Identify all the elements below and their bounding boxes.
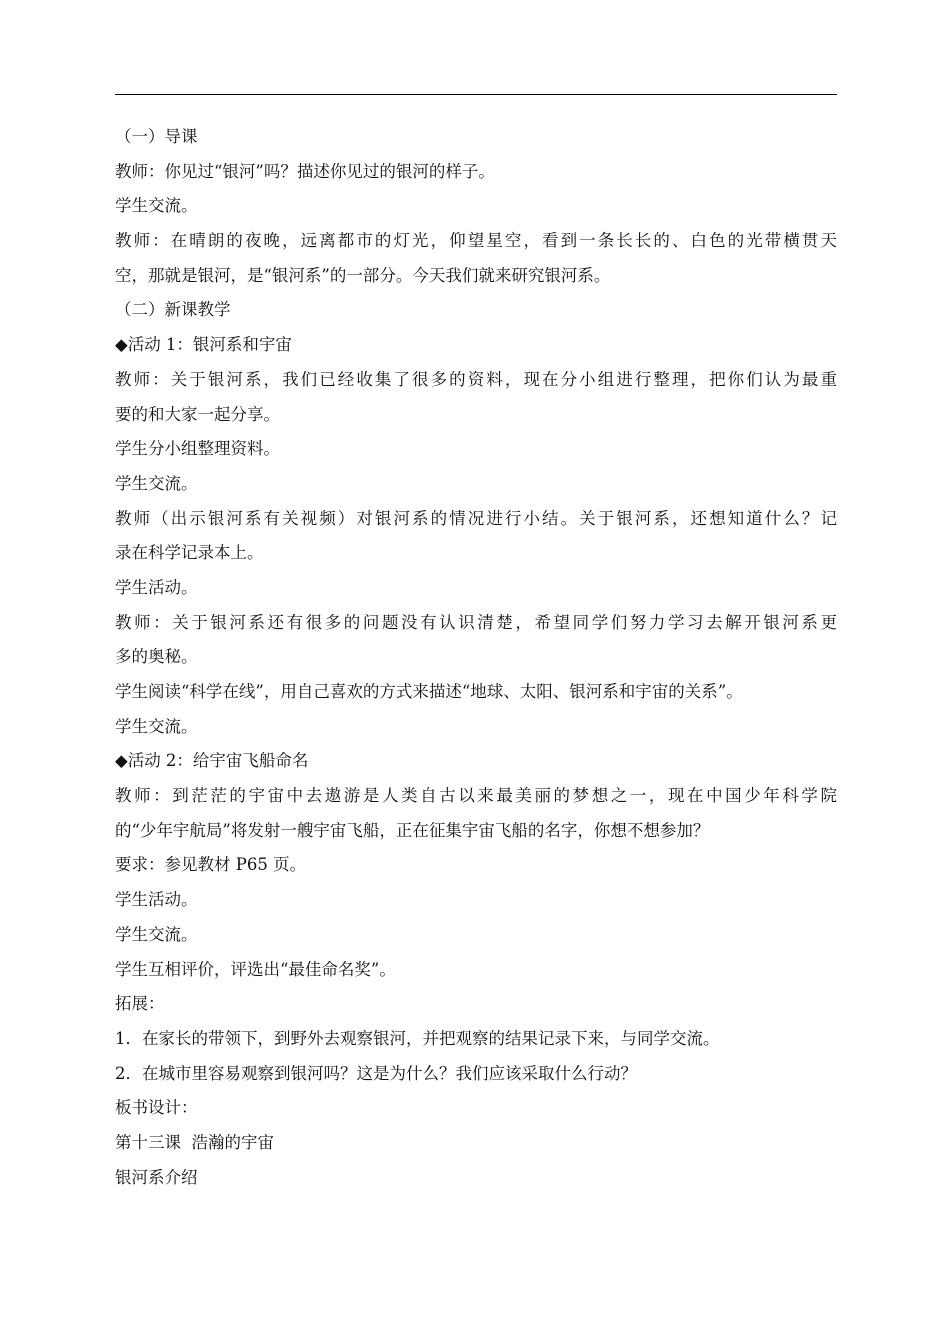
extension-heading: 拓展： [115,994,165,1014]
paragraph: 多的奥秘。 [115,647,198,667]
paragraph: 教师：你见过“银河”吗？描述你见过的银河的样子。 [115,161,495,181]
activity-heading-1: ◆活动 1：银河系和宇宙 [115,335,292,355]
paragraph: 学生交流。 [115,924,198,944]
header-rule [115,94,837,95]
paragraph: 空，那就是银河，是“银河系”的一部分。今天我们就来研究银河系。 [115,265,611,285]
paragraph: 学生互相评价，评选出“最佳命名奖”。 [115,959,396,979]
paragraph: 教师（出示银河系有关视频）对银河系的情况进行小结。关于银河系，还想知道什么？记 [115,508,837,528]
list-item: 2．在城市里容易观察到银河吗？这是为什么？我们应该采取什么行动？ [115,1063,637,1083]
paragraph: 要求：参见教材 P65 页。 [115,855,307,875]
activity-heading-2: ◆活动 2：给宇宙飞船命名 [115,751,309,771]
paragraph: 教师：在晴朗的夜晚，远离都市的灯光，仰望星空，看到一条长长的、白色的光带横贯天 [115,231,837,251]
paragraph: 要的和大家一起分享。 [115,404,280,424]
paragraph: 学生交流。 [115,473,198,493]
paragraph: 教师：关于银河系，我们已经收集了很多的资料，现在分小组进行整理，把你们认为最重 [115,369,837,389]
section-heading-new-lesson: （二）新课教学 [115,300,231,320]
paragraph: 学生分小组整理资料。 [115,439,280,459]
paragraph: 学生阅读“科学在线”，用自己喜欢的方式来描述“地球、太阳、银河系和宇宙的关系”。 [115,682,743,701]
paragraph: 录在科学记录本上。 [115,543,264,563]
section-heading-intro: （一）导课 [115,127,198,146]
paragraph: 教师：关于银河系还有很多的问题没有认识清楚，希望同学们努力学习去解开银河系更 [115,612,837,632]
lesson-title: 第十三课 浩瀚的宇宙 [115,1132,274,1152]
paragraph: 教师：到茫茫的宇宙中去遨游是人类自古以来最美丽的梦想之一，现在中国少年科学院 [115,786,837,806]
paragraph: 学生活动。 [115,577,198,597]
paragraph: 银河系介绍 [115,1167,198,1187]
list-item: 1．在家长的带领下，到野外去观察银河，并把观察的结果记录下来，与同学交流。 [115,1028,720,1048]
paragraph: 学生交流。 [115,196,198,216]
paragraph: 学生交流。 [115,716,198,736]
paragraph: 的“少年宇航局”将发射一艘宇宙飞船，正在征集宇宙飞船的名字，你想不想参加？ [115,820,710,840]
board-design-heading: 板书设计： [115,1098,198,1118]
paragraph: 学生活动。 [115,890,198,910]
document-body [115,120,843,1195]
